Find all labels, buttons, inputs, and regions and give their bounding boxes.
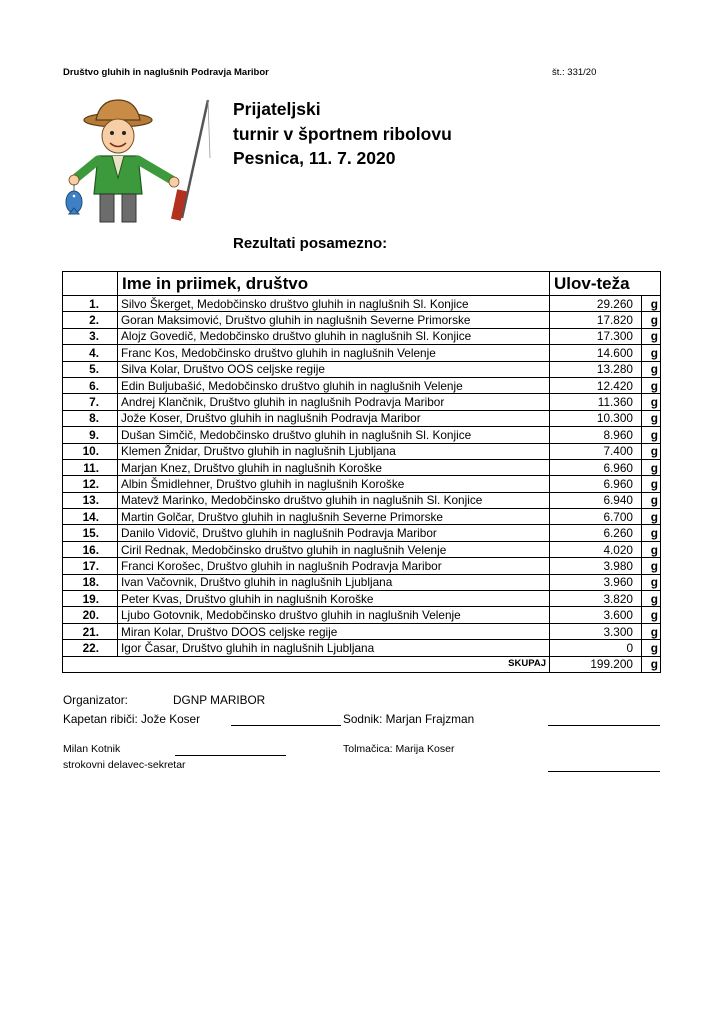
name-cell: Marjan Knez, Društvo gluhih in naglušnih Koroške	[118, 459, 550, 475]
organizer-label: Organizator:	[63, 693, 128, 707]
weight-cell: 13.280	[550, 361, 642, 377]
rank-cell: 15.	[63, 525, 118, 541]
unit-cell: g	[642, 541, 661, 557]
weight-cell: 29.260	[550, 296, 642, 312]
weight-cell: 6.700	[550, 509, 642, 525]
weight-cell: 6.960	[550, 459, 642, 475]
table-row	[63, 492, 661, 508]
name-cell: Peter Kvas, Društvo gluhih in naglušnih Koroške	[118, 591, 550, 607]
rank-cell: 7.	[63, 394, 118, 410]
name-cell: Ciril Rednak, Medobčinsko društvo gluhih in naglušnih Velenje	[118, 541, 550, 557]
rank-cell: 19.	[63, 591, 118, 607]
name-cell: Ivan Vačovnik, Društvo gluhih in naglušnih Ljubljana	[118, 574, 550, 590]
results-heading: Rezultati posamezno:	[233, 235, 388, 252]
captain-text: Kapetan ribiči: Jože Koser	[63, 712, 201, 726]
weight-cell: 17.820	[550, 312, 642, 328]
unit-cell: g	[642, 640, 661, 656]
rank-cell: 6.	[63, 377, 118, 393]
rank-cell: 8.	[63, 410, 118, 426]
weight-cell: 14.600	[550, 345, 642, 361]
name-cell: Ljubo Gotovnik, Medobčinsko društvo gluhih in naglušnih Velenje	[118, 607, 550, 623]
name-cell: Miran Kolar, Društvo DOOS celjske regije	[118, 623, 550, 639]
name-cell: Andrej Klančnik, Društvo gluhih in naglušnih Podravja Maribor	[118, 394, 550, 410]
weight-cell: 3.980	[550, 558, 642, 574]
unit-cell: g	[642, 492, 661, 508]
total-row	[63, 656, 661, 672]
rank-cell: 16.	[63, 541, 118, 557]
rank-cell: 4.	[63, 345, 118, 361]
weight-cell: 3.820	[550, 591, 642, 607]
name-cell: Franc Kos, Medobčinsko društvo gluhih in naglušnih Velenje	[118, 345, 550, 361]
unit-cell: g	[642, 312, 661, 328]
table-row	[63, 476, 661, 492]
unit-cell: g	[642, 427, 661, 443]
name-cell: Goran Maksimović, Društvo gluhih in naglušnih Severne Primorske	[118, 312, 550, 328]
title-line-2: turnir v športnem ribolovu	[233, 123, 452, 144]
total-unit: g	[642, 656, 661, 672]
weight-cell: 8.960	[550, 427, 642, 443]
unit-cell: g	[642, 459, 661, 475]
table-row	[63, 427, 661, 443]
unit-cell: g	[642, 345, 661, 361]
name-cell: Matevž Marinko, Medobčinsko društvo gluhih in naglušnih Sl. Konjice	[118, 492, 550, 508]
table-row	[63, 410, 661, 426]
document-number: št.: 331/20	[552, 67, 597, 78]
name-cell: Dušan Simčič, Medobčinsko društvo gluhih in naglušnih Sl. Konjice	[118, 427, 550, 443]
title-line-3: Pesnica, 11. 7. 2020	[233, 148, 396, 168]
name-cell: Danilo Vidovič, Društvo gluhih in naglušnih Podravja Maribor	[118, 525, 550, 541]
table-row	[63, 377, 661, 393]
judge-signature-line	[548, 725, 660, 726]
rank-cell: 21.	[63, 623, 118, 639]
unit-cell: g	[642, 574, 661, 590]
rank-cell: 13.	[63, 492, 118, 508]
table-row	[63, 623, 661, 639]
weight-cell: 3.600	[550, 607, 642, 623]
unit-cell: g	[642, 509, 661, 525]
table-row	[63, 541, 661, 557]
table-header-row	[63, 272, 661, 296]
signer-name: Milan Kotnik	[63, 743, 121, 755]
rank-cell: 5.	[63, 361, 118, 377]
table-row	[63, 607, 661, 623]
weight-cell: 6.960	[550, 476, 642, 492]
rank-cell: 18.	[63, 574, 118, 590]
table-row	[63, 345, 661, 361]
rank-cell: 2.	[63, 312, 118, 328]
rank-cell: 20.	[63, 607, 118, 623]
table-row	[63, 361, 661, 377]
rank-cell: 11.	[63, 459, 118, 475]
table-row	[63, 443, 661, 459]
unit-cell: g	[642, 361, 661, 377]
rank-cell: 3.	[63, 328, 118, 344]
weight-cell: 12.420	[550, 377, 642, 393]
unit-cell: g	[642, 476, 661, 492]
unit-cell: g	[642, 296, 661, 312]
unit-cell: g	[642, 377, 661, 393]
title-line-1: Prijateljski	[233, 99, 321, 119]
interpreter-text: Tolmačica: Marija Koser	[343, 743, 455, 755]
signer-role: strokovni delavec-sekretar	[63, 759, 186, 771]
unit-cell: g	[642, 607, 661, 623]
name-cell: Franci Korošec, Društvo gluhih in naglušnih Podravja Maribor	[118, 558, 550, 574]
rank-cell: 10.	[63, 443, 118, 459]
total-label: SKUPAJ	[118, 656, 550, 672]
fisherman-mascot-icon	[60, 98, 218, 226]
name-cell: Silvo Škerget, Medobčinsko društvo gluhih in naglušnih Sl. Konjice	[118, 296, 550, 312]
table-row	[63, 328, 661, 344]
name-cell: Edin Buljubašić, Medobčinsko društvo gluhih in naglušnih Velenje	[118, 377, 550, 393]
table-row	[63, 394, 661, 410]
table-row	[63, 640, 661, 656]
unit-cell: g	[642, 328, 661, 344]
results-table	[62, 271, 661, 673]
catch-column-header: Ulov-teža	[550, 272, 661, 296]
weight-cell: 17.300	[550, 328, 642, 344]
results-body	[63, 296, 661, 673]
organization-header: Društvo gluhih in naglušnih Podravja Maribor	[63, 67, 269, 78]
weight-cell: 0	[550, 640, 642, 656]
interpreter-signature-line	[548, 771, 660, 772]
table-row	[63, 509, 661, 525]
name-column-header: Ime in priimek, društvo	[118, 272, 550, 296]
table-row	[63, 558, 661, 574]
rank-cell: 17.	[63, 558, 118, 574]
rank-cell: 14.	[63, 509, 118, 525]
table-row	[63, 459, 661, 475]
captain-signature-line	[231, 725, 341, 726]
total-value: 199.200	[550, 656, 642, 672]
unit-cell: g	[642, 410, 661, 426]
table-row	[63, 312, 661, 328]
table-row	[63, 296, 661, 312]
event-title	[233, 97, 452, 171]
unit-cell: g	[642, 558, 661, 574]
signer-signature-line	[175, 755, 286, 756]
name-cell: Silva Kolar, Društvo OOS celjske regije	[118, 361, 550, 377]
total-blank-cell	[63, 656, 118, 672]
weight-cell: 11.360	[550, 394, 642, 410]
unit-cell: g	[642, 443, 661, 459]
weight-cell: 10.300	[550, 410, 642, 426]
rank-cell: 22.	[63, 640, 118, 656]
table-row	[63, 574, 661, 590]
weight-cell: 6.940	[550, 492, 642, 508]
unit-cell: g	[642, 591, 661, 607]
name-cell: Klemen Žnidar, Društvo gluhih in naglušnih Ljubljana	[118, 443, 550, 459]
judge-text: Sodnik: Marjan Frajzman	[343, 712, 475, 726]
rank-cell: 1.	[63, 296, 118, 312]
weight-cell: 4.020	[550, 541, 642, 557]
rank-cell: 9.	[63, 427, 118, 443]
unit-cell: g	[642, 394, 661, 410]
weight-cell: 7.400	[550, 443, 642, 459]
name-cell: Alojz Govedič, Medobčinsko društvo gluhih in naglušnih Sl. Konjice	[118, 328, 550, 344]
table-row	[63, 591, 661, 607]
unit-cell: g	[642, 623, 661, 639]
weight-cell: 6.260	[550, 525, 642, 541]
name-cell: Jože Koser, Društvo gluhih in naglušnih Podravja Maribor	[118, 410, 550, 426]
organizer-value: DGNP MARIBOR	[173, 693, 266, 707]
rank-cell: 12.	[63, 476, 118, 492]
unit-cell: g	[642, 525, 661, 541]
name-cell: Igor Časar, Društvo gluhih in naglušnih Ljubljana	[118, 640, 550, 656]
name-cell: Albin Šmidlehner, Društvo gluhih in naglušnih Koroške	[118, 476, 550, 492]
name-cell: Martin Golčar, Društvo gluhih in naglušnih Severne Primorske	[118, 509, 550, 525]
rank-header	[63, 272, 118, 296]
table-row	[63, 525, 661, 541]
weight-cell: 3.300	[550, 623, 642, 639]
weight-cell: 3.960	[550, 574, 642, 590]
